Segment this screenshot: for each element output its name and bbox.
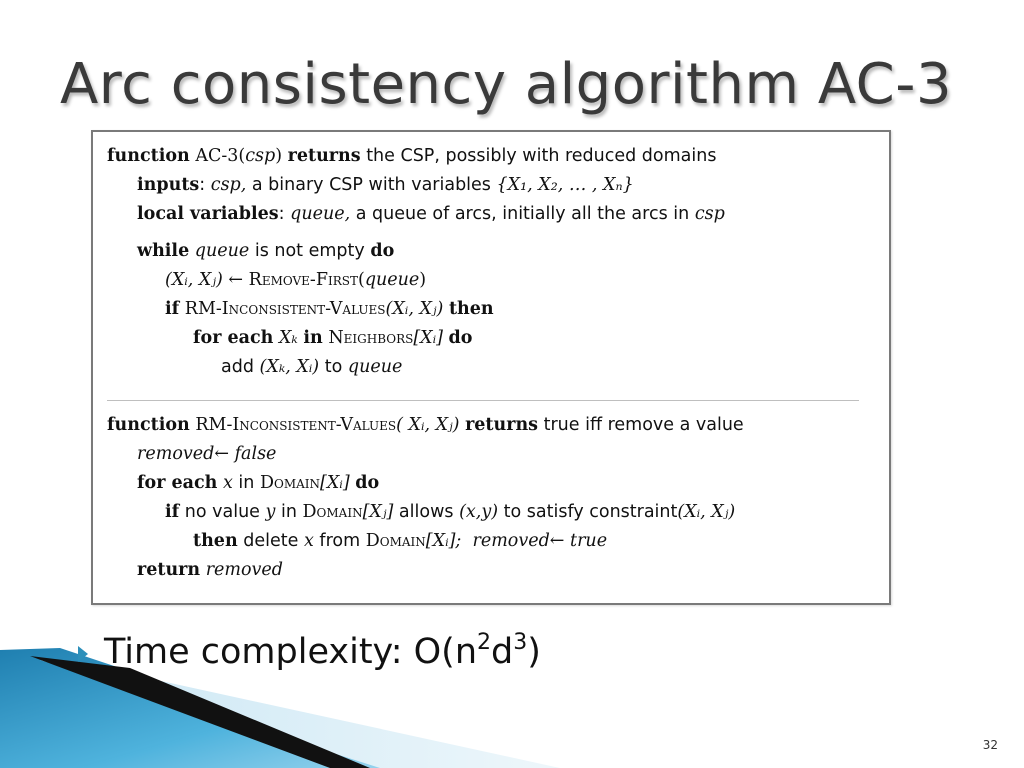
time-complexity-bullet: Time complexity: $O(n^2d^3)$ <box>104 630 541 672</box>
ac3-foreach-line: for each Xₖ in Neighbors[Xᵢ] do <box>193 328 473 348</box>
ac3-while-line: while queue is not empty do <box>137 241 395 261</box>
ac3-add-line: add (Xₖ, Xᵢ) to queue <box>221 357 403 377</box>
slide-number: 32 <box>982 738 998 752</box>
rmiv-signature: function RM-Inconsistent-Values( Xᵢ, Xⱼ) returns true iff remove a value <box>107 415 744 435</box>
rmiv-foreach-line: for each x in Domain[Xᵢ] do <box>137 473 380 493</box>
ac3-remove-first-line: (Xᵢ, Xⱼ) ← Remove-First(queue) <box>165 270 427 290</box>
rmiv-if-line: if no value y in Domain[Xⱼ] allows (x,y) to satisfy constraint(Xᵢ, Xⱼ) <box>165 502 736 522</box>
ac3-inputs: inputs: csp, a binary CSP with variables {X₁, X₂, … , Xₙ} <box>137 175 634 195</box>
ac3-signature: function AC-3(csp) returns the CSP, possibly with reduced domains <box>107 146 717 166</box>
slide-title: Arc consistency algorithm AC-3 <box>60 52 953 117</box>
ac3-local-variables: local variables: queue, a queue of arcs, initially all the arcs in csp <box>137 204 725 224</box>
ac3-if-line: if RM-Inconsistent-Values(Xᵢ, Xⱼ) then <box>165 299 494 319</box>
function-separator <box>107 400 859 401</box>
algorithm-box <box>91 130 891 605</box>
rmiv-return-line: return removed <box>137 560 283 580</box>
rmiv-removed-init: removed← false <box>137 444 277 464</box>
bullet-arrow-icon <box>78 646 88 662</box>
rmiv-then-line: then delete x from Domain[Xᵢ]; removed← true <box>193 531 608 551</box>
